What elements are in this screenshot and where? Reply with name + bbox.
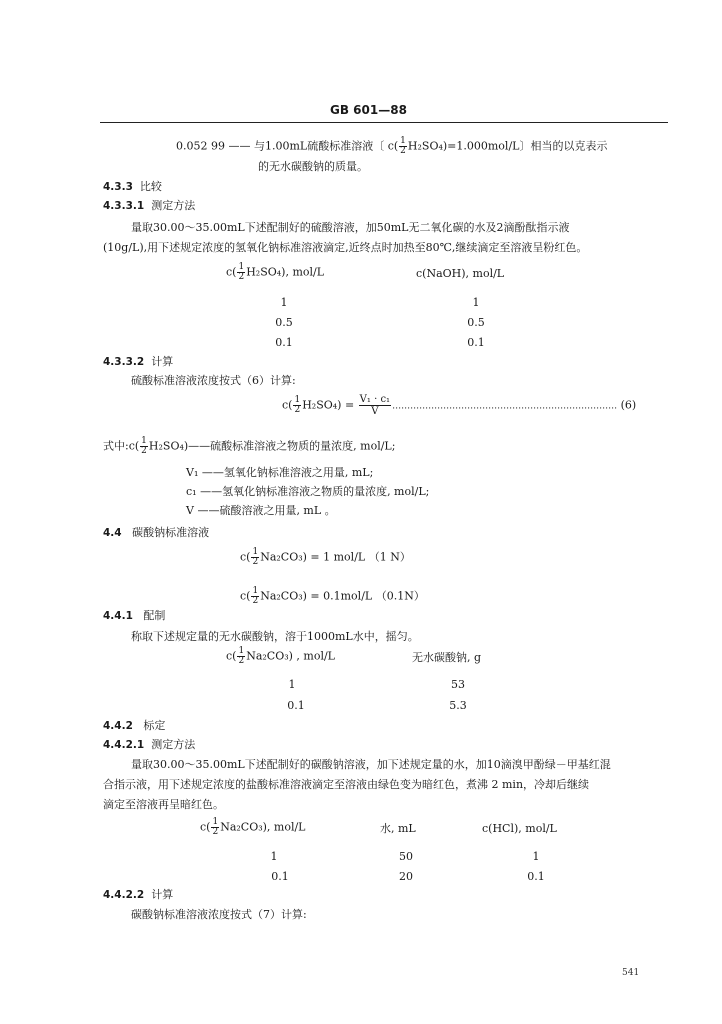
section-4-3-3-1-heading: 4.3.3.1 测定方法 xyxy=(103,199,196,212)
section-4-4-2-1-heading: 4.4.2.1 测定方法 xyxy=(103,738,196,751)
intro-value: 0.052 99 xyxy=(176,139,225,153)
table3-cell: 1 xyxy=(270,850,278,863)
table3-cell: 20 xyxy=(399,870,413,883)
calc-intro-7: 碳酸钠标准溶液浓度按式（7）计算: xyxy=(131,908,307,921)
page-number: 541 xyxy=(622,968,640,978)
table1-cell: 1 xyxy=(472,296,480,309)
preparation-paragraph: 称取下述规定量的无水碳酸钠，溶于1000mL水中，摇匀。 xyxy=(131,630,419,643)
table1-cell: 0.1 xyxy=(467,336,485,349)
table3-cell: 0.1 xyxy=(271,870,289,883)
table2-col2-header: 无水碳酸钠, g xyxy=(412,651,482,664)
table3-col3-header: c(HCl), mol/L xyxy=(482,822,557,835)
section-4-4-2-2-heading: 4.4.2.2 计算 xyxy=(103,888,174,901)
table1-col1-header: c( $\frac{1}{2}$ H₂SO₄), mol/L xyxy=(226,262,325,282)
legend-c: 式中:c( $\frac{1}{2}$ H₂SO₄)——硫酸标准溶液之物质的量浓度, mol/L; xyxy=(103,436,396,456)
section-4-3-3-2-heading: 4.3.3.2 计算 xyxy=(103,355,174,368)
table2-cell: 5.3 xyxy=(449,699,467,712)
concentration-eq-2: c( $\frac{1}{2}$ Na₂CO₃) = 0.1mol/L （0.1N） xyxy=(240,586,425,606)
section-4-4-2-heading: 4.4.2 标定 xyxy=(103,719,166,732)
c-symbol: c( xyxy=(387,139,399,153)
intro-line-2: 的无水碳酸钠的质量。 xyxy=(258,160,368,173)
intro-text: 与1.00mL硫酸标准溶液〔 xyxy=(253,139,385,153)
half-fraction: $\frac{1}{2}$ xyxy=(400,136,406,156)
section-4-4-1-heading: 4.4.1 配制 xyxy=(103,609,166,622)
concentration-eq-1: c( $\frac{1}{2}$ Na₂CO₃) = 1 mol/L （1 N） xyxy=(240,547,411,567)
method-paragraph-line-1: 量取30.00～35.00mL下述配制好的硫酸溶液，加50mL无二氧化碳的水及2滴酚酞指示液 xyxy=(131,221,570,234)
header-rule xyxy=(100,122,668,123)
section-4-3-3-heading: 4.3.3 比较 xyxy=(103,180,162,193)
legend-c1: c₁ ——氢氧化钠标准溶液之物质的量浓度, mol/L; xyxy=(186,485,430,498)
formula-6: c( $\frac{1}{2}$ H₂SO₄) = $\frac{\text{V₁ · c₁}}{V}$ ………………………………………………………………… (6) xyxy=(282,394,637,417)
table1-cell: 0.5 xyxy=(275,316,293,329)
table1-cell: 0.1 xyxy=(275,336,293,349)
table2-cell: 0.1 xyxy=(287,699,305,712)
equation-number: (6) xyxy=(620,398,637,412)
calc-intro: 硫酸标准溶液浓度按式（6）计算: xyxy=(131,374,296,387)
table1-cell: 1 xyxy=(280,296,288,309)
legend-v1: V₁ ——氢氧化钠标准溶液之用量, mL; xyxy=(186,466,374,479)
method-paragraph-line-2: (10g/L),用下述规定浓度的氢氧化钠标准溶液滴定,近终点时加热至80℃,继续滴定至溶液呈粉红色。 xyxy=(103,241,588,254)
table2-cell: 1 xyxy=(288,678,296,691)
standardization-paragraph-line-3: 滴定至溶液再呈暗红色。 xyxy=(103,798,224,811)
standard-number: GB 601—88 xyxy=(330,103,407,117)
table2-cell: 53 xyxy=(451,678,465,691)
standardization-paragraph-line-1: 量取30.00～35.00mL下述配制好的碳酸钠溶液，加下述规定量的水，加10滴溴甲酚绿－甲基红混 xyxy=(131,758,611,771)
formula-fraction: $\frac{\text{V₁ · c₁}}{V}$ xyxy=(359,394,391,417)
table3-cell: 0.1 xyxy=(527,870,545,883)
table1-col2-header: c(NaOH), mol/L xyxy=(416,267,505,280)
table3-col1-header: c( $\frac{1}{2}$ Na₂CO₃), mol/L xyxy=(200,817,306,837)
legend-v: V ——硫酸溶液之用量, mL 。 xyxy=(186,504,336,517)
section-4-4-heading: 4.4 碳酸钠标准溶液 xyxy=(103,526,210,539)
intro-formula: H₂SO₄)=1.000mol/L〕相当的以克表示 xyxy=(407,139,608,153)
intro-line-1 xyxy=(176,137,607,156)
table3-col2-header: 水, mL xyxy=(380,822,416,835)
table2-col1-header: c( $\frac{1}{2}$ Na₂CO₃) , mol/L xyxy=(226,646,335,666)
table3-cell: 50 xyxy=(399,850,413,863)
table1-cell: 0.5 xyxy=(467,316,485,329)
intro-dash: —— xyxy=(228,139,251,153)
table3-cell: 1 xyxy=(532,850,540,863)
standardization-paragraph-line-2: 合指示液，用下述规定浓度的盐酸标准溶液滴定至溶液由绿色变为暗红色，煮沸 2 min，冷却后继续 xyxy=(103,778,590,791)
